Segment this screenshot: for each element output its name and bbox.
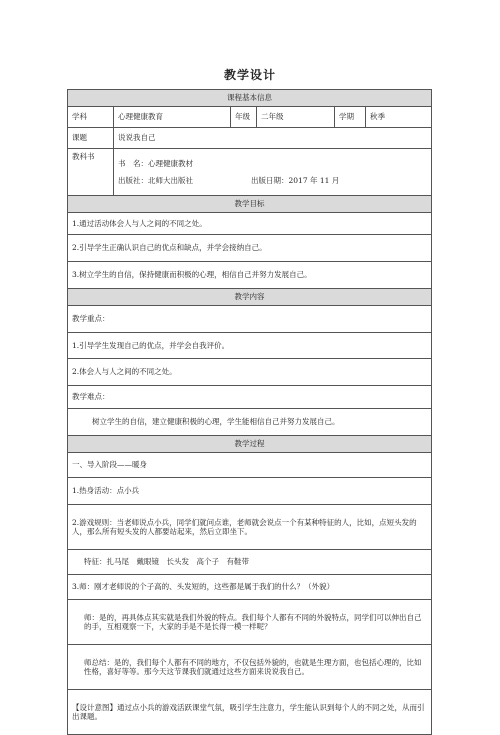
section-header-goals: 教学目标 [68, 196, 432, 213]
process-activity: 1.热身活动：点小兵 [68, 478, 432, 505]
textbook-name: 书 名：心理健康教材 [118, 159, 193, 169]
textbook-label: 教科书 [68, 149, 114, 196]
lesson-plan-table [67, 89, 432, 735]
process-design-intent: 【设计意图】通过点小兵的游戏活跃课堂气氛，吸引学生注意力，学生能认识到每个人的不同之处，从而引出课题。 [68, 690, 432, 735]
term-label: 学期 [335, 107, 366, 128]
section-header-basic-info: 课程基本信息 [68, 90, 432, 107]
subject-label: 学科 [68, 107, 114, 128]
process-teacher-says: 师：是的，再具体点其实就是我们外貌的特点。我们每个人都有不同的外貌特点，同学们可以伸出自己的手，互相观察一下，大家的手是不是长得一模一样呢？ [68, 600, 432, 645]
process-features: 特征：扎马尾 戴眼镜 长头发 高个子 有鞋带 [68, 550, 432, 575]
goal-item: 3.树立学生的自信，保持健康而积极的心理，相信自己并努力发展自己。 [68, 262, 432, 289]
section-header-process: 教学过程 [68, 436, 432, 453]
key-points-label: 教学重点： [68, 306, 432, 333]
goal-item: 1.通过活动体会人与人之间的不同之处。 [68, 213, 432, 235]
term-value: 秋季 [366, 107, 432, 128]
process-stage: 一、导入阶段——暖身 [68, 453, 432, 478]
document-title: 教学设计 [223, 68, 276, 82]
topic-value: 说说我自己 [114, 128, 432, 149]
process-teacher-question: 3.师：刚才老师说的个子高的、头发短的，这些都是属于我们的什么？（外貌） [68, 575, 432, 600]
section-header-content: 教学内容 [68, 289, 432, 306]
goal-item: 2.引导学生正确认识自己的优点和缺点，并学会接纳自己。 [68, 235, 432, 262]
textbook-publisher: 出版社：北师大出版社 [118, 175, 193, 185]
difficult-points-label: 教学难点： [68, 386, 432, 409]
textbook-pub-date: 出版日期：2017 年 11 月 [251, 175, 340, 185]
process-summary: 师总结：是的，我们每个人都有不同的地方，不仅包括外貌的，也就是生理方面，也包括心理的，比如性格，喜好等等。那今天这节课我们就通过这些方面来说说我自己。 [68, 645, 432, 690]
difficult-point-item: 树立学生的自信，建立健康积极的心理，学生能相信自己并努力发展自己。 [68, 409, 432, 436]
topic-label: 课题 [68, 128, 114, 149]
textbook-publisher-line [118, 176, 427, 185]
key-point-item: 2.体会人与人之间的不同之处。 [68, 359, 432, 386]
subject-value: 心理健康教育 [114, 107, 231, 128]
grade-value: 二年级 [257, 107, 335, 128]
textbook-info [114, 149, 432, 196]
key-point-item: 1.引导学生发现自己的优点，并学会自我评价。 [68, 333, 432, 359]
process-rule: 2.游戏规则：当老师说点小兵，同学们就问点谁，老师就会说点一个有某种特征的人，比如，点短头发的人，那么所有短头发的人都要站起来，然后立即坐下。 [68, 505, 432, 550]
grade-label: 年级 [231, 107, 257, 128]
